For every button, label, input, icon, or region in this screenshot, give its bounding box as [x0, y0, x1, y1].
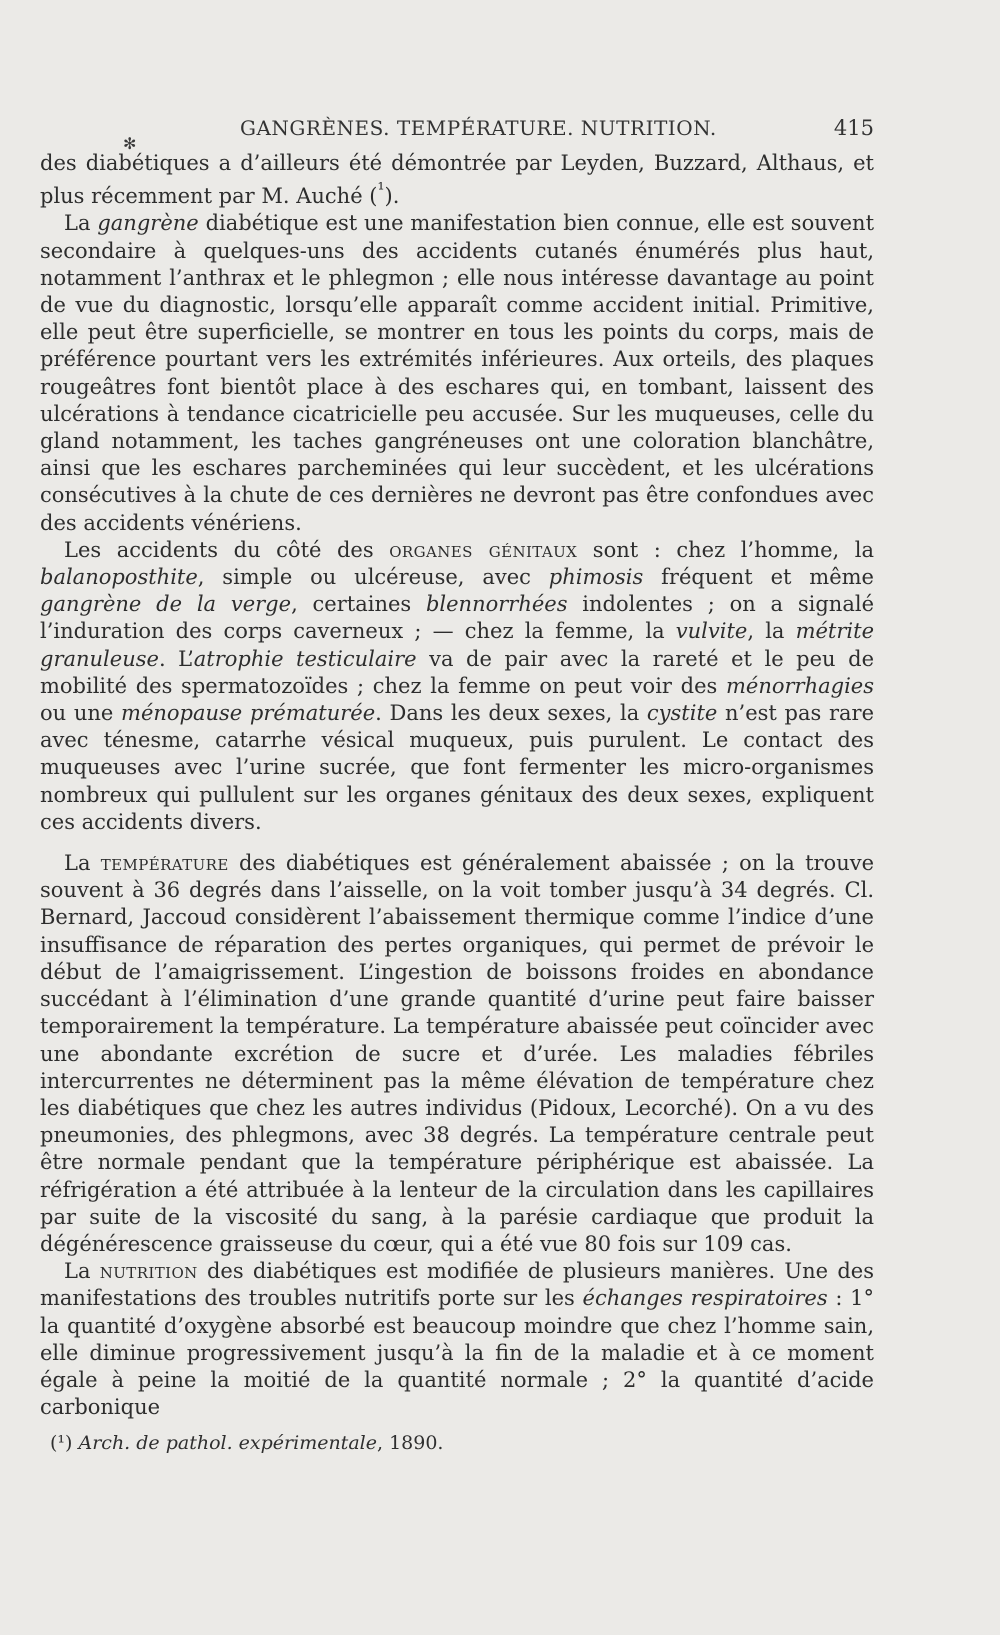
italic-term: gangrène de la verge [40, 592, 292, 617]
italic-term: vulvite [675, 619, 748, 644]
text-segment: , certaines [291, 592, 426, 617]
italic-term: gangrène [97, 211, 199, 236]
text-segment: indolentes ; on a signalé l’induration des corps caverneux ; — chez la femme, la [40, 592, 874, 644]
footnote-marker: (¹) [50, 1432, 73, 1454]
italic-term: blennorrhées [425, 592, 568, 617]
text-segment: des diabétiques est modifiée de plusieurs manières. Une des manifestations des troubles nutritifs porte sur les [40, 1259, 874, 1311]
page-number: 415 [833, 116, 874, 140]
paragraph-gap [40, 836, 874, 850]
paragraph [40, 1258, 874, 1421]
italic-term: ménopause prématurée [121, 701, 376, 726]
italic-term: ménorrhagies [726, 673, 874, 698]
paragraph [40, 210, 874, 536]
italic-term: échanges respiratoires [582, 1286, 828, 1311]
text-segment: des diabétiques a d’ailleurs été démontrée par Leyden, Buzzard, Althaus, et plus récemment par M. Auché ( [40, 151, 874, 209]
text-segment: diabétique est une manifestation bien connue, elle est souvent secondaire à quelques-uns des accidents cutanés énumérés plus haut, notamment l’anthrax et le phlegmon ; elle nous intéresse davantage au point de vue du diagnostic, lorsqu’elle apparaît comme accident initial. Primitive, elle peut être superficielle, se montrer en tous les points du corps, mais de préférence pourtant vers les extrémités inférieures. Aux orteils, des plaques rougeâtres font bientôt place à des eschares qui, en tombant, laissent des ulcérations à tendance cicatricielle peu accusée. Sur les muqueuses, celle du gland notamment, les taches gangréneuses ont une coloration blanchâtre, ainsi que les eschares parcheminées qui leur succèdent, et les ulcérations consécutives à la chute de ces dernières ne devront pas être confondues avec des accidents vénériens. [40, 211, 875, 535]
text-segment: La [64, 851, 101, 876]
italic-term: cystite [646, 701, 718, 726]
text-segment: . Dans les deux sexes, la [375, 701, 647, 726]
italic-term: métrite granuleuse [40, 619, 874, 671]
text-segment: ou une [40, 701, 122, 726]
paragraph [40, 150, 874, 210]
italic-term: balanoposthite [40, 565, 198, 590]
text-segment: : 1° la quantité d’oxygène absorbé est beaucoup moindre que chez l’homme sain, elle diminue progressivement jusqu’à la fin de la maladie et à ce moment égale à peine la moitié de la quantité normale ; 2° la quantité d’acide carbonique [40, 1286, 874, 1420]
text-segment: La [64, 1259, 100, 1284]
section-term: nutrition [99, 1259, 198, 1284]
section-term: température [100, 851, 229, 876]
text-segment: Les accidents du côté des [64, 537, 390, 562]
text-segment: , simple ou ulcéreuse, avec [197, 565, 549, 590]
ornament-icon: ✻ [123, 134, 137, 153]
footnote-source: Arch. de pathol. expérimentale [78, 1432, 377, 1454]
section-term: organes génitaux [389, 537, 578, 562]
text-segment: sont : chez l’homme, la [577, 537, 874, 562]
running-header: GANGRÈNES. TEMPÉRATURE. NUTRITION. [240, 116, 717, 140]
footnote-year: , 1890. [376, 1432, 444, 1454]
text-segment: , la [747, 619, 796, 644]
text-segment: des diabétiques est généralement abaissée ; on la trouve souvent à 36 degrés dans l’aisselle, on la voit tomber jusqu’à 34 degrés. Cl. Bernard, Jaccoud considèrent l’abaissement thermique comme l’indice d’une insuffisance de réparation des pertes organiques, qui permet de prévoir le début de l’amaigrissement. L’ingestion de boissons froides en abondance succédant à l’élimination d’une grande quantité d’urine peut faire baisser temporairement la température. La température abaissée peut coïncider avec une abondante excrétion de sucre et d’urée. Les maladies fébriles intercurrentes ne déterminent pas la même élévation de température chez les diabétiques que chez les autres individus (Pidoux, Lecorché). On a vu des pneumonies, des phlegmons, avec 38 degrés. La température centrale peut être normale pendant que la température périphérique est abaissée. La réfrigération a été attribuée à la lenteur de la circulation dans les capillaires par suite de la viscosité du sang, à la parésie cardiaque que produit la dégénérescence graisseuse du cœur, qui a été vue 80 fois sur 109 cas. [40, 851, 875, 1256]
text-segment: . L’ [158, 646, 194, 671]
text-segment: ). [384, 184, 400, 209]
text-segment: va de pair avec la rareté et le peu de mobilité des spermatozoïdes ; chez la femme on peut voir des [40, 646, 875, 698]
footnote [50, 1432, 443, 1454]
italic-term: atrophie testiculaire [193, 646, 417, 671]
text-segment: n’est pas rare avec ténesme, catarrhe vésical muqueux, puis purulent. Le contact des muqueuses avec l’urine sucrée, que font fermenter les micro-organismes nombreux qui pullulent sur les organes génitaux des deux sexes, expliquent ces accidents divers. [40, 701, 875, 834]
text-segment: fréquent et même [643, 565, 874, 590]
footnote-reference: ¹ [377, 180, 385, 201]
paragraph [40, 850, 874, 1258]
italic-term: phimosis [548, 565, 644, 590]
paragraph [40, 537, 874, 836]
text-segment: La [64, 211, 98, 236]
body-text [40, 150, 874, 1421]
